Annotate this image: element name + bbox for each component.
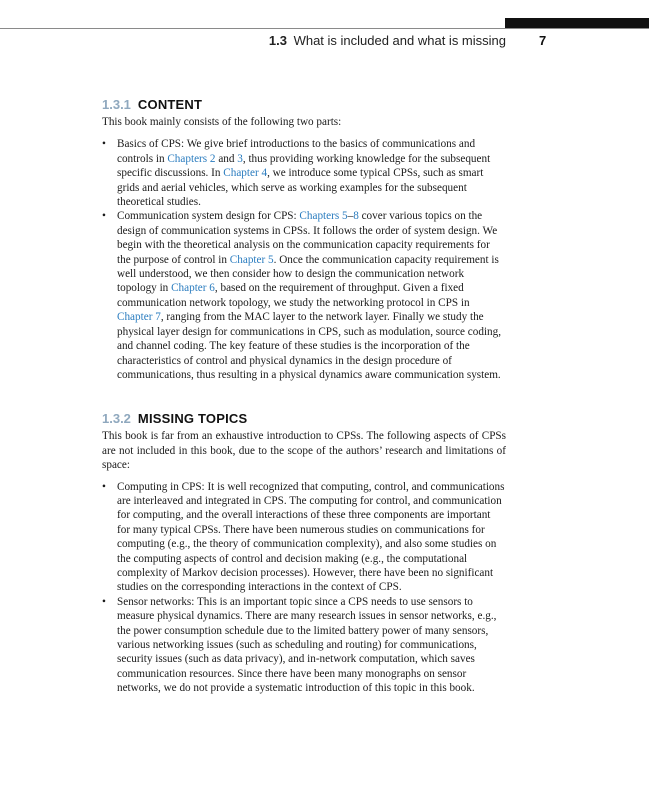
link-chapter-4[interactable]: Chapter 4 xyxy=(223,167,268,180)
section-number: 1.3.1 xyxy=(102,97,131,112)
section-title: MISSING TOPICS xyxy=(137,411,248,427)
section-title: CONTENT xyxy=(137,97,203,112)
bullet-communication-system-design: • Communication system design for CPS: Chapters 5–8 cover various topics on the design of communication systems in CPSs. It follows the order of system design. We begin with the theoretical analysis on the communication capacity requirements for the purpose of control in Chapter 5. Once the communication capacity requirement is well understood, we then consider how to design the communication network topology in Chapter 6, based on the requirement of throughput. Given a fixed communication network topology, we study the networking protocol in CPS in Chapter 7, ranging from the MAC layer to the network layer. Finally we study the physical layer design for communications in CPS, such as modulation, source coding, and channel coding. The key feature of these studies is the incorporation of the characteristics of control and physical dynamics in the design procedure of communications, thus resulting in a physical dynamics aware communication system. xyxy=(102,209,506,382)
running-head xyxy=(0,33,506,48)
section-intro-content: This book mainly consists of the following two parts: xyxy=(102,116,342,128)
section-number: 1.3.2 xyxy=(102,411,131,427)
running-head-section-number: 1.3 xyxy=(268,33,287,48)
bullet-sensor-networks: • Sensor networks: This is an important topic since a CPS needs to use sensors to measure physical dynamics. There are many research issues in sensor networks, e.g., the power consumption schedule due to the limited battery power of many sensors, various networking issues (such as scheduling and routing) for communications, security issues (such as data privacy), and in-network computation, which saves communication resources. Since there have been many monographs on sensor networks, we do not provide a systematic introduction of this topic in this book. xyxy=(102,595,506,696)
missing-topics-bullet-list xyxy=(102,480,506,696)
link-chapter-7[interactable]: Chapter 7 xyxy=(117,311,161,324)
link-chapters-2[interactable]: Chapters 2 xyxy=(167,152,216,165)
section-heading-missing-topics xyxy=(102,410,506,428)
link-chapter-5[interactable]: Chapter 5 xyxy=(229,253,274,266)
section-intro-missing-topics: This book is far from an exhaustive introduction to CPSs. The following aspects of CPSs are not included in this book, due to the scope of the authors’ research and limitations of space: xyxy=(102,430,506,472)
header-rule xyxy=(0,28,649,29)
page-number: 7 xyxy=(539,33,547,48)
running-head-title: What is included and what is missing xyxy=(293,33,506,48)
bullet-basics-of-cps: • Basics of CPS: We give brief introductions to the basics of communications and controls in Chapters 2 and 3, thus providing working knowledge for the subsequent specific discussions. In Chapter 4, we introduce some typical CPSs, such as smart grids and aerial vehicles, which serve as working examples for the subsequent theoretical studies. xyxy=(102,137,506,209)
header-bar xyxy=(505,18,649,28)
bullet-computing-in-cps: • Computing in CPS: It is well recognized that computing, control, and communications are interleaved and integrated in CPS. The computing for control, and communication for computing, and the overall interactions of these three components are important for many typical CPSs. There have been numerous studies on communications for computing (e.g., the theory of communication complexity), and also some studies on the computing aspects of control and decision making (e.g., the computational complexity of Markov decision processes). However, there have been no significant studies on the corresponding interactions in the context of CPS. xyxy=(102,480,506,595)
content-bullet-list xyxy=(102,137,506,382)
link-chapters-5[interactable]: Chapters 5 xyxy=(299,210,348,223)
link-chapter-3[interactable]: 3 xyxy=(237,152,243,165)
link-chapter-8[interactable]: 8 xyxy=(353,210,359,223)
link-chapter-6[interactable]: Chapter 6 xyxy=(171,282,215,295)
page-body xyxy=(102,96,506,696)
section-heading-content xyxy=(102,96,506,114)
